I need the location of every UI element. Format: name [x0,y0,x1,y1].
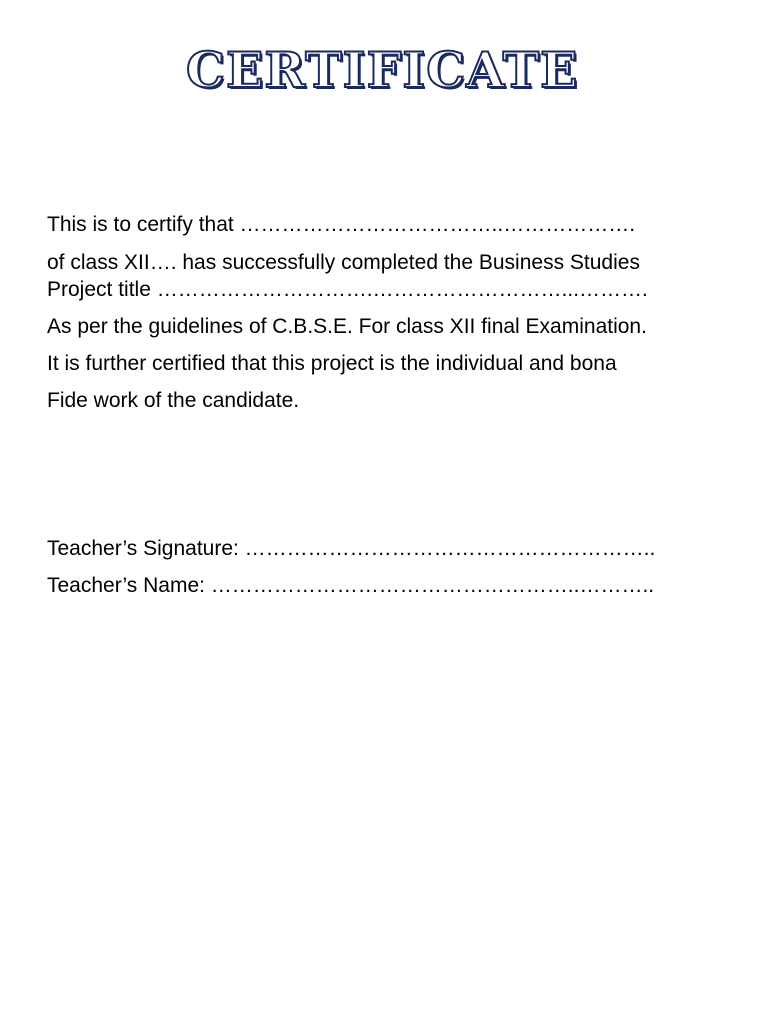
guidelines-line: As per the guidelines of C.B.S.E. For class XII final Examination. [47,315,647,338]
teacher-name-line: Teacher’s Name: ……………………………………………..……….. [47,574,655,597]
class-line: of class XII…. has successfully completed the Business Studies [47,251,640,274]
certificate-title: CERTIFICATE [186,41,579,99]
further-certified-line: It is further certified that this project is the individual and bona [47,352,617,375]
candidate-work-line: Fide work of the candidate. [47,389,300,412]
project-title-line: Project title ………………………….………………………...………. [47,278,648,301]
teacher-signature-line: Teacher’s Signature: ………………………………………………….. [47,537,656,560]
certify-line: This is to certify that ………………………………..………………. [47,213,636,236]
